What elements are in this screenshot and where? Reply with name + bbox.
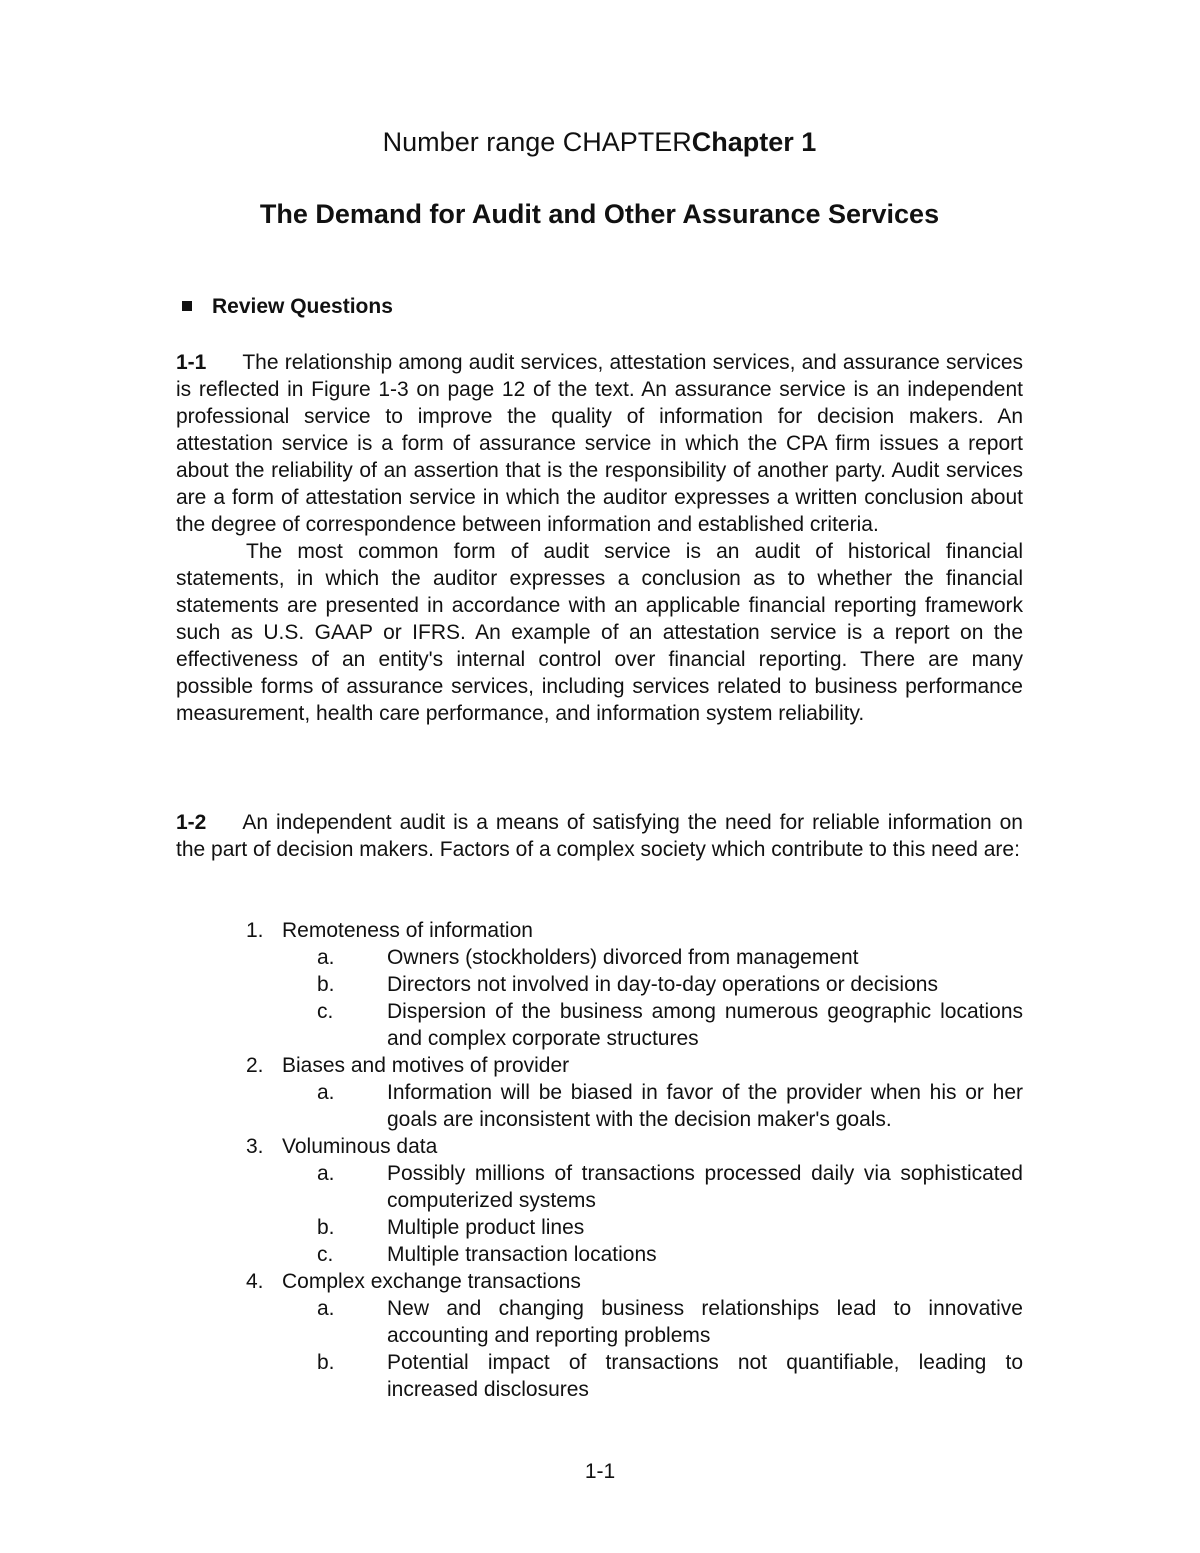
- sub-list-item-text: Owners (stockholders) divorced from management: [387, 946, 859, 969]
- sub-list-item-text: Multiple transaction locations: [387, 1243, 657, 1266]
- list-item: [176, 1133, 1023, 1160]
- chapter-prefix: Number range CHAPTER: [382, 127, 692, 157]
- sub-list-item-letter: c.: [317, 1243, 334, 1266]
- sub-list-item-letter: a.: [317, 1297, 335, 1320]
- sub-list-item-letter: a.: [317, 946, 335, 969]
- sub-list-item-text: Multiple product lines: [387, 1216, 585, 1239]
- sub-list-item: [176, 1079, 1023, 1133]
- question-number: 1-2: [176, 811, 207, 834]
- sub-list-item-text: Directors not involved in day-to-day operations or decisions: [387, 973, 938, 996]
- document-title: The Demand for Audit and Other Assurance Services: [259, 199, 940, 229]
- sub-list-item-text: Potential impact of transactions not quantifiable, leading to increased disclosures: [387, 1351, 1023, 1401]
- question-number: 1-1: [176, 351, 207, 374]
- list-item-text: Remoteness of information: [282, 919, 533, 942]
- q2-text-1: An independent audit is a means of satisfying the need for reliable information on the part of decision makers. Factors of a complex society which contribute to this need are:: [176, 811, 1023, 861]
- sub-list-item-letter: c.: [317, 1000, 334, 1023]
- q1-text-1: The relationship among audit services, attestation services, and assurance services is reflected in Figure 1-3 on page 12 of the text. An assurance service is an independent professional service to improve the quality of information for decision makers. An attestation service is a form of assurance service in which the CPA firm issues a report about the reliability of an assertion that is the responsibility of another party. Audit services are a form of attestation service in which the auditor expresses a written conclusion about the degree of correspondence between information and established criteria.: [176, 351, 1023, 536]
- q1-paragraph-1: [176, 349, 1023, 538]
- sub-list-item-text: Information will be biased in favor of the provider when his or her goals are inconsistent with the decision maker's goals.: [387, 1081, 1023, 1131]
- list-item-number: 1.: [246, 919, 264, 942]
- sub-list-item-text: New and changing business relationships lead to innovative accounting and reporting problems: [387, 1297, 1023, 1347]
- list-item-text: Voluminous data: [282, 1135, 438, 1158]
- sub-list-item: [176, 998, 1023, 1052]
- list-item-text: Complex exchange transactions: [282, 1270, 581, 1293]
- list-item-number: 4.: [246, 1270, 264, 1293]
- sub-list-item-letter: b.: [317, 973, 335, 996]
- chapter-heading: [176, 122, 1023, 162]
- list-item-number: 2.: [246, 1054, 264, 1077]
- list-item: [176, 1052, 1023, 1079]
- question-1-2: [176, 809, 1023, 863]
- sub-list-item: [176, 944, 1023, 971]
- q2-paragraph-1: [176, 809, 1023, 863]
- sub-list-item-letter: b.: [317, 1351, 335, 1374]
- sub-list-item: [176, 1295, 1023, 1349]
- square-bullet-icon: [182, 301, 192, 311]
- sub-list-item-letter: b.: [317, 1216, 335, 1239]
- sub-list-item-text: Possibly millions of transactions processed daily via sophisticated computerized systems: [387, 1162, 1023, 1212]
- sub-list-item: [176, 1214, 1023, 1241]
- section-label: Review Questions: [212, 295, 393, 318]
- list-item: [176, 917, 1023, 944]
- sub-list-item: [176, 971, 1023, 998]
- section-heading: [176, 292, 393, 322]
- q1-paragraph-2: The most common form of audit service is an audit of historical financial statements, in which the auditor expresses a conclusion as to whether the financial statements are presented in accordance with an applicable financial reporting framework such as U.S. GAAP or IFRS. An example of an attestation service is a report on the effectiveness of an entity's internal control over financial reporting. There are many possible forms of assurance services, including services related to business performance measurement, health care performance, and information system reliability.: [176, 540, 1023, 725]
- sub-list-item-letter: a.: [317, 1081, 335, 1104]
- list-item: [176, 1268, 1023, 1295]
- sub-list-item: [176, 1349, 1023, 1403]
- sub-list-item: [176, 1241, 1023, 1268]
- sub-list-item-letter: a.: [317, 1162, 335, 1185]
- chapter-number: Chapter 1: [691, 127, 817, 157]
- list-item-text: Biases and motives of provider: [282, 1054, 570, 1077]
- question-1-1: [176, 349, 1023, 727]
- list-item-number: 3.: [246, 1135, 264, 1158]
- factor-list: [176, 917, 1023, 1403]
- sub-list-item-text: Dispersion of the business among numerous geographic locations and complex corporate structures: [387, 1000, 1023, 1050]
- page-number: 1-1: [584, 1460, 616, 1483]
- sub-list-item: [176, 1160, 1023, 1214]
